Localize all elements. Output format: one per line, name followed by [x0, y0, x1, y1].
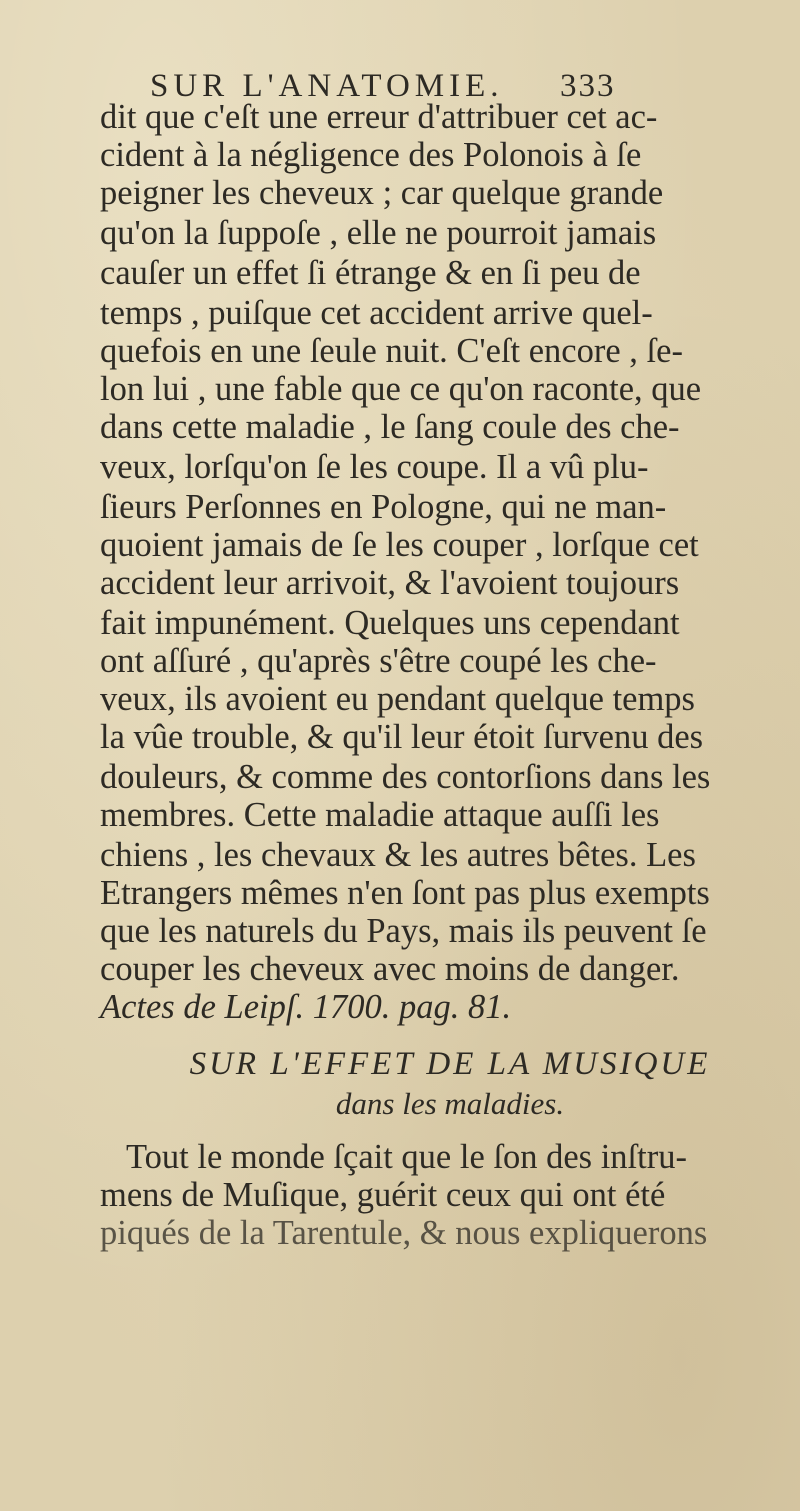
text-line: peigner les cheveux ; car quelque grande [100, 174, 664, 212]
section-subheading: dans les maladies. [335, 1086, 565, 1121]
text-line: dit que c'eſt une erreur d'attribuer cet ac- [100, 98, 658, 136]
text-line: accident leur arrivoit, & l'avoient toujours [100, 564, 680, 602]
running-head-title: SUR L'ANATOMIE. [150, 68, 504, 104]
text-line: quoient jamais de ſe les couper , lorſque cet [100, 526, 699, 564]
text-line: que les naturels du Pays, mais ils peuvent ſe [100, 912, 707, 950]
text-line: Etrangers mêmes n'en ſont pas plus exempts [100, 874, 710, 912]
text-line: chiens , les chevaux & les autres bêtes. Les [100, 836, 696, 874]
text-line: ſieurs Perſonnes en Pologne, qui ne man- [100, 488, 667, 526]
text-line: dans cette maladie , le ſang coule des che- [100, 408, 680, 446]
page-number: 333 [560, 68, 616, 104]
text-line: quefois en une ſeule nuit. C'eſt encore , ſe- [100, 332, 683, 370]
text-line: ont aſſuré , qu'après s'être coupé les che- [100, 642, 657, 680]
text-line: cauſer un effet ſi étrange & en ſi peu de [100, 254, 641, 292]
text-line: cident à la négligence des Polonois à ſe [100, 136, 642, 174]
citation: Actes de Leipſ. 1700. pag. 81. [100, 988, 512, 1026]
text-line: temps , puiſque cet accident arrive quel- [100, 294, 653, 332]
text-line: lon lui , une fable que ce qu'on raconte, que [100, 370, 702, 408]
text-line: douleurs, & comme des contorſions dans les [100, 758, 711, 796]
text-line: la vûe trouble, & qu'il leur étoit ſurvenu des [100, 718, 704, 756]
text-line: mens de Muſique, guérit ceux qui ont été [100, 1176, 666, 1214]
text-line: couper les cheveux avec moins de danger. [100, 950, 680, 988]
text-line: membres. Cette maladie attaque auſſi les [100, 796, 660, 834]
text-line: qu'on la ſuppoſe , elle ne pourroit jamais [100, 214, 657, 252]
text-line: fait impunément. Quelques uns cependant [100, 604, 680, 642]
section-heading: SUR L'EFFET DE LA MUSIQUE [189, 1046, 711, 1082]
text-line: veux, lorſqu'on ſe les coupe. Il a vû plu- [100, 448, 649, 486]
text-line: Tout le monde ſçait que le ſon des inſtru- [126, 1138, 687, 1176]
text-line: veux, ils avoient eu pendant quelque temps [100, 680, 695, 718]
text-line: piqués de la Tarentule, & nous expliquerons [100, 1214, 708, 1252]
